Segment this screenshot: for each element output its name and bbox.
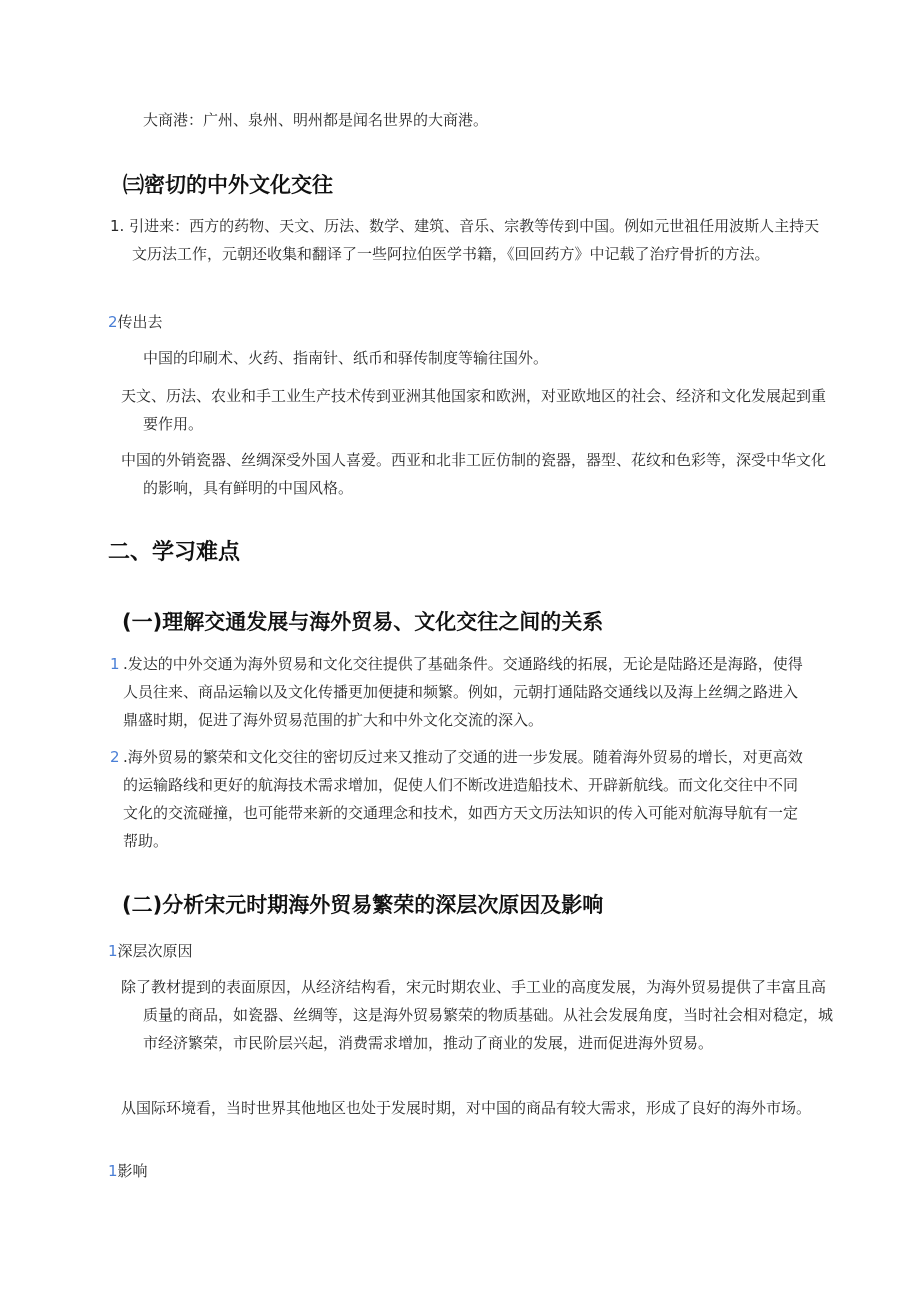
effect-number: 1 <box>108 1162 118 1180</box>
sub-1-point-2-text: .海外贸易的繁荣和文化交往的密切反过来又推动了交通的进一步发展。随着海外贸易的增长，对更高效的运输路线和更好的航海技术需求增加，促使人们不断改进造船技术、开辟新航线。而文化交往中不同文化的交流碰撞，也可能带来新的交通理念和技术，如西方天文历法知识的传入可能对航海导航有一定帮助。 <box>123 748 803 850</box>
sub-1-point-1-text: .发达的中外交通为海外贸易和文化交往提供了基础条件。交通路线的拓展，无论是陆路还是海路，使得人员往来、商品运输以及文化传播更加便捷和频繁。例如，元朝打通陆路交通线以及海上丝绸之路进入鼎盛时期，促进了海外贸易范围的扩大和中外文化交流的深入。 <box>123 655 803 729</box>
cause-label: 深层次原因 <box>117 942 193 960</box>
cause-para-2: 从国际环境看，当时世界其他地区也处于发展时期，对中国的商品有较大需求，形成了良好的海外市场。 <box>121 1099 812 1117</box>
sub-2-title: (二)分析宋元时期海外贸易繁荣的深层次原因及影响 <box>122 893 604 917</box>
item-1 <box>110 212 832 268</box>
item-2-para-3: 中国的外销瓷器、丝绸深受外国人喜爱。西亚和北非工匠仿制的瓷器，器型、花纹和色彩等，深受中华文化的影响，具有鲜明的中国风格。 <box>121 451 827 497</box>
cause-para-1: 除了教材提到的表面原因，从经济结构看，宋元时期农业、手工业的高度发展，为海外贸易提供了丰富且高质量的商品，如瓷器、丝绸等，这是海外贸易繁荣的物质基础。从社会发展角度，当时社会相对稳定，城市经济繁荣，市民阶层兴起，消费需求增加，推动了商业的发展，进而促进海外贸易。 <box>121 978 834 1052</box>
item-2-number: 2 <box>108 313 118 331</box>
cause-heading <box>108 937 193 965</box>
sub-1-point-2-number: 2 <box>110 748 120 766</box>
item-2-label: 传出去 <box>117 313 163 331</box>
sub-1-point-1 <box>110 650 810 734</box>
cause-number: 1 <box>108 942 118 960</box>
item-1-text: 引进来：西方的药物、天文、历法、数学、建筑、音乐、宗教等传到中国。例如元世祖任用波斯人主持天文历法工作，元朝还收集和翻译了一些阿拉伯医学书籍，《回回药方》中记载了治疗骨折的方法。 <box>129 217 820 263</box>
item-2-para-2: 天文、历法、农业和手工业生产技术传到亚洲其他国家和欧洲，对亚欧地区的社会、经济和文化发展起到重要作用。 <box>121 387 827 433</box>
effect-heading <box>108 1157 148 1185</box>
item-2-heading <box>108 308 163 336</box>
effect-label: 影响 <box>117 1162 148 1180</box>
sub-1-point-1-number: 1 <box>110 655 120 673</box>
part-2-title: 二、学习难点 <box>108 540 241 565</box>
item-1-number: 1. <box>110 217 125 235</box>
item-2-para-1: 中国的印刷术、火药、指南针、纸币和驿传制度等输往国外。 <box>143 349 549 367</box>
sub-1-point-2 <box>110 743 810 855</box>
section-3-title: ㈢密切的中外文化交往 <box>123 173 333 197</box>
sub-1-title: (一)理解交通发展与海外贸易、文化交往之间的关系 <box>122 610 604 634</box>
port-line: 大商港：广州、泉州、明州都是闻名世界的大商港。 <box>143 111 489 129</box>
